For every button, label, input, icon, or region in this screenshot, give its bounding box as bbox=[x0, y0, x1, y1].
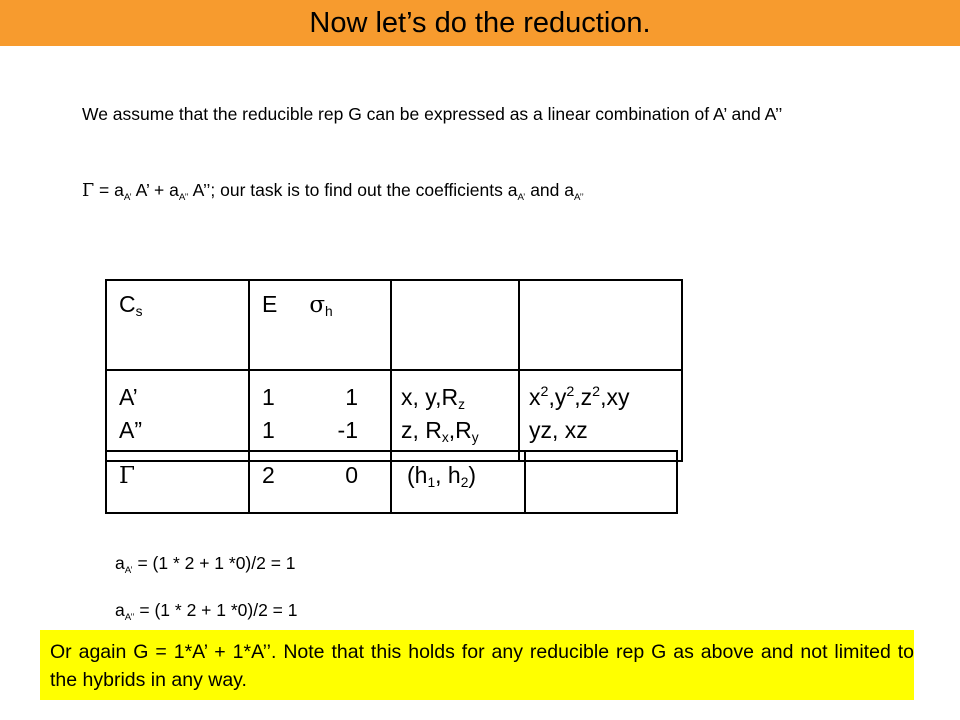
quadratic-row-1 bbox=[529, 381, 681, 414]
calculation-a-double-prime bbox=[115, 600, 297, 621]
gamma-equation bbox=[82, 177, 912, 205]
gamma-label: Γ bbox=[119, 463, 135, 489]
calc-coef: a bbox=[115, 553, 125, 573]
char-value: -1 bbox=[337, 417, 358, 443]
calc-subscript: A’’ bbox=[124, 612, 135, 623]
gamma-empty-cell bbox=[525, 451, 677, 513]
calculation-a-prime bbox=[115, 553, 296, 574]
quad-superscript: 2 bbox=[592, 384, 601, 400]
quad-text: x bbox=[529, 384, 541, 410]
char-value: 1 bbox=[345, 384, 358, 410]
eq-subscript: A’ bbox=[123, 192, 132, 203]
irrep-cell bbox=[106, 370, 249, 461]
basis-subscript: 2 bbox=[460, 475, 469, 490]
eq-subscript: A’ bbox=[517, 192, 526, 203]
linear-row-1 bbox=[401, 381, 518, 414]
chars-row-1 bbox=[262, 381, 358, 414]
intro-text: We assume that the reducible rep G can be expressed as a linear combination of A’ and A’’ bbox=[82, 104, 783, 124]
quadratic-header-cell bbox=[519, 280, 682, 370]
linear-subscript: x bbox=[441, 430, 449, 445]
linear-text: z, R bbox=[401, 417, 442, 443]
eq-part: A’’; our task is to find out the coefficients a bbox=[188, 180, 518, 200]
title-bar bbox=[0, 0, 960, 46]
char-value: 1 bbox=[262, 417, 275, 443]
char-value: 1 bbox=[262, 384, 275, 410]
quadratic-functions-cell bbox=[519, 370, 682, 461]
quad-text: ,y bbox=[548, 384, 567, 410]
gamma-symbol: Γ bbox=[82, 181, 95, 201]
eq-subscript: A’’ bbox=[178, 192, 189, 203]
linear-text: ,R bbox=[448, 417, 472, 443]
op-sigma: σ bbox=[309, 292, 326, 318]
characters-cell bbox=[249, 370, 391, 461]
calc-subscript: A’ bbox=[124, 565, 133, 576]
op-sigma-subscript: h bbox=[325, 304, 333, 319]
group-label: C bbox=[119, 291, 136, 317]
eq-part: A’ + a bbox=[131, 180, 179, 200]
basis-text: (h bbox=[407, 462, 428, 488]
linear-subscript: y bbox=[471, 430, 479, 445]
gamma-char: 2 bbox=[262, 462, 275, 488]
group-cell bbox=[106, 280, 249, 370]
linear-functions-cell bbox=[391, 370, 519, 461]
eq-subscript: A’’ bbox=[573, 192, 584, 203]
basis-text: ) bbox=[468, 462, 477, 488]
op-e: E bbox=[262, 291, 278, 317]
linear-row-2 bbox=[401, 414, 518, 447]
irrep-a-double-prime: A” bbox=[119, 417, 142, 443]
basis-text: , h bbox=[435, 462, 461, 488]
calc-expression: = (1 * 2 + 1 *0)/2 = 1 bbox=[132, 553, 296, 573]
quadratic-row-2: yz, xz bbox=[529, 417, 588, 443]
intro-paragraph bbox=[82, 101, 912, 128]
eq-part: = a bbox=[94, 180, 124, 200]
irrep-a-prime: A’ bbox=[119, 384, 138, 410]
slide-title: Now let’s do the reduction. bbox=[309, 6, 651, 39]
gamma-char: 0 bbox=[345, 462, 358, 488]
operations-cell bbox=[249, 280, 391, 370]
linear-subscript: z bbox=[458, 397, 465, 412]
calc-expression: = (1 * 2 + 1 *0)/2 = 1 bbox=[134, 600, 298, 620]
quad-superscript: 2 bbox=[566, 384, 575, 400]
eq-part: and a bbox=[525, 180, 574, 200]
character-table bbox=[105, 279, 683, 462]
gamma-basis-cell bbox=[391, 451, 525, 513]
gamma-characters-cell bbox=[249, 451, 391, 513]
group-subscript: s bbox=[135, 304, 143, 319]
linear-header-cell bbox=[391, 280, 519, 370]
conclusion-note bbox=[40, 630, 914, 700]
quad-text: ,xy bbox=[600, 384, 630, 410]
linear-text: x, y,R bbox=[401, 384, 459, 410]
calc-coef: a bbox=[115, 600, 125, 620]
quad-text: ,z bbox=[574, 384, 593, 410]
quad-superscript: 2 bbox=[540, 384, 549, 400]
reducible-rep-table bbox=[105, 450, 678, 514]
chars-row-2 bbox=[262, 414, 358, 447]
note-text: Or again G = 1*A’ + 1*A’’. Note that this holds for any reducible rep G as above and not limited to the hybrids in any way. bbox=[50, 641, 914, 691]
gamma-chars bbox=[262, 462, 358, 489]
gamma-cell bbox=[106, 451, 249, 513]
basis-subscript: 1 bbox=[427, 475, 436, 490]
